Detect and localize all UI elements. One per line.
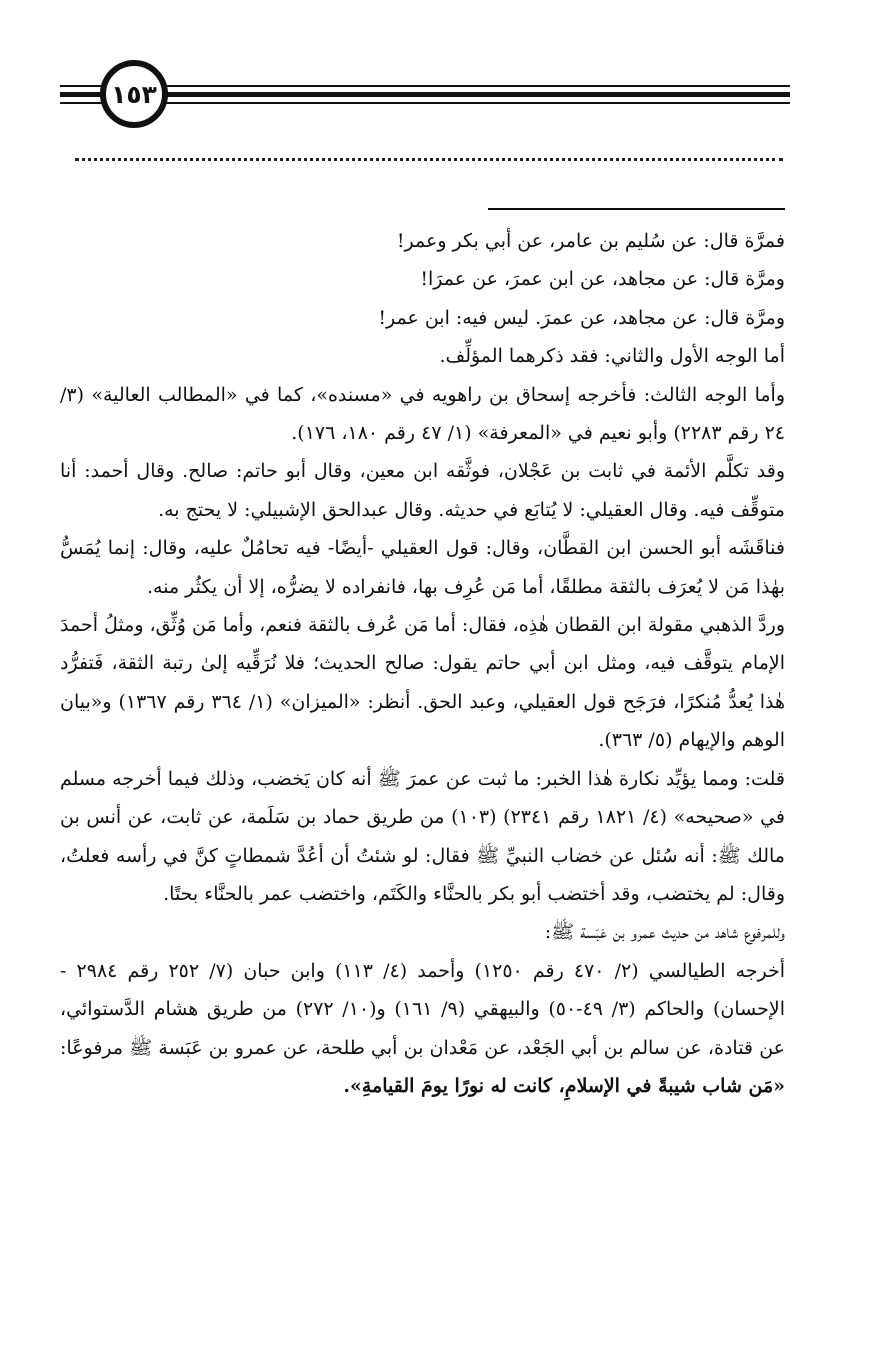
header-rule: [160, 85, 790, 87]
paragraph: ومرَّة قال: عن مجاهد، عن عمرَ. ليس فيه: ابن عمر!: [378, 306, 785, 329]
paragraph: وأما الوجه الثالث: فأخرجه إسحاق بن راهويه في «مسنده»، كما في «المطالب العالية» (٣/ ٢٤ رقم ٢٢٨٣) وأبو نعيم في «المعرفة» (١/ ٤٧ رقم ١٨٠، ١٧٦).: [60, 383, 785, 445]
paragraph: وللمرفوع شاهد من حديث عمرو بن عَبَسة ﷺ:: [544, 921, 785, 944]
paragraph: وردَّ الذهبي مقولة ابن القطان هٰذِه، فقال: أما مَن عُرف بالثقة فنعم، وأما مَن وُثِّق، ومثلُ أحمدَ الإمام يتوقَّف فيه، ومثل ابن أبي حاتم يقول: صالح الحديث؛ فلا نُرَقِّيه إلىٰ رتبة الثقة، فَتفرُّد هٰذا يُعدُّ مُنكرًا، فرَجَح قول العقيلي، وعبد الحق. أنظر: «الميزان» (١/ ٣٦٤ رقم ١٣٦٧) و«بيان الوهم والإيهام (٥/ ٣٦٣).: [60, 614, 785, 752]
page-header: [60, 60, 790, 135]
paragraph: وقد تكلَّم الأئمة في ثابت بن عَجْلان، فوثَّقه ابن معين، وقال أبو حاتم: صالح. وقال أحمد: أنا متوقِّف فيه. وقال العقيلي: لا يُتابَع في حديثه. وقال عبدالحق الإشبيلي: لا يحتج به.: [60, 460, 785, 521]
header-rule: [60, 102, 106, 104]
footnote-rule: [488, 208, 785, 210]
paragraph: فمرَّة قال: عن سُليم بن عامر، عن أبي بكر وعمر!: [396, 230, 785, 252]
paragraph: أخرجه الطيالسي (٢/ ٤٧٠ رقم ١٢٥٠) وأحمد (٤/ ١١٣) وابن حبان (٧/ ٢٥٢ رقم ٢٩٨٤ - الإحسان) والحاكم (٣/ ٤٩-٥٠) والبيهقي (٩/ ١٦١) و(١٠/ ٢٧٢) من طريق هشام الدَّستوائي، عن قتادة، عن سالم بن أبي الجَعْد، عن مَعْدان بن أبي طلحة، عن عمرو بن عَبَسة ﷺ مرفوعًا:: [60, 959, 786, 1059]
header-rule: [160, 102, 790, 104]
paragraph: فناقَشَه أبو الحسن ابن القطَّان، وقال: قول العقيلي -أيضًا- فيه تحامُلٌ عليه، وقال: إنما يُمَسُّ بهٰذا مَن لا يُعرَف بالثقة مطلقًا، أما مَن عُرِف بها، فانفراده لا يضرُّه، إلا أن يكثُر منه.: [60, 537, 785, 598]
paragraph: أما الوجه الأول والثاني: فقد ذكرهما المؤلِّف.: [439, 345, 785, 368]
paragraph-with-quote: [60, 952, 785, 1106]
page-number: ١٥٣: [111, 79, 157, 109]
paragraph: قلت: ومما يؤيِّد نكارة هٰذا الخبر: ما ثبت عن عمرَ ﷺ أنه كان يَخضب، وذلك فيما أخرجه مسلم في «صحيحه» (٤/ ١٨٢١ رقم ٢٣٤١) (١٠٣) من طريق حماد بن سَلَمة، عن ثابت، عن أنس بن مالك ﷺ: أنه سُئل عن خضاب النبيِّ ﷺ فقال: لو شئتُ أن أعُدَّ شمطاتٍ كنَّ في رأسه فعلتُ، وقال: لم يختضب، وقد أختضب أبو بكر بالحنَّاء والكَتَم، واختضب عمر بالحنَّاء بحتًا.: [60, 767, 786, 905]
paragraph: ومرَّة قال: عن مجاهد، عن ابن عمرَ، عن عمرَا!: [420, 268, 785, 291]
page-number-badge: [100, 60, 168, 128]
page-body: [60, 222, 785, 1105]
dotted-separator: [75, 158, 783, 161]
hadith-quote: «مَن شاب شيبةً في الإسلامِ، كانت له نورًا يومَ القيامةِ».: [343, 1074, 785, 1097]
header-rule: [60, 85, 106, 87]
header-rule: [160, 92, 790, 97]
